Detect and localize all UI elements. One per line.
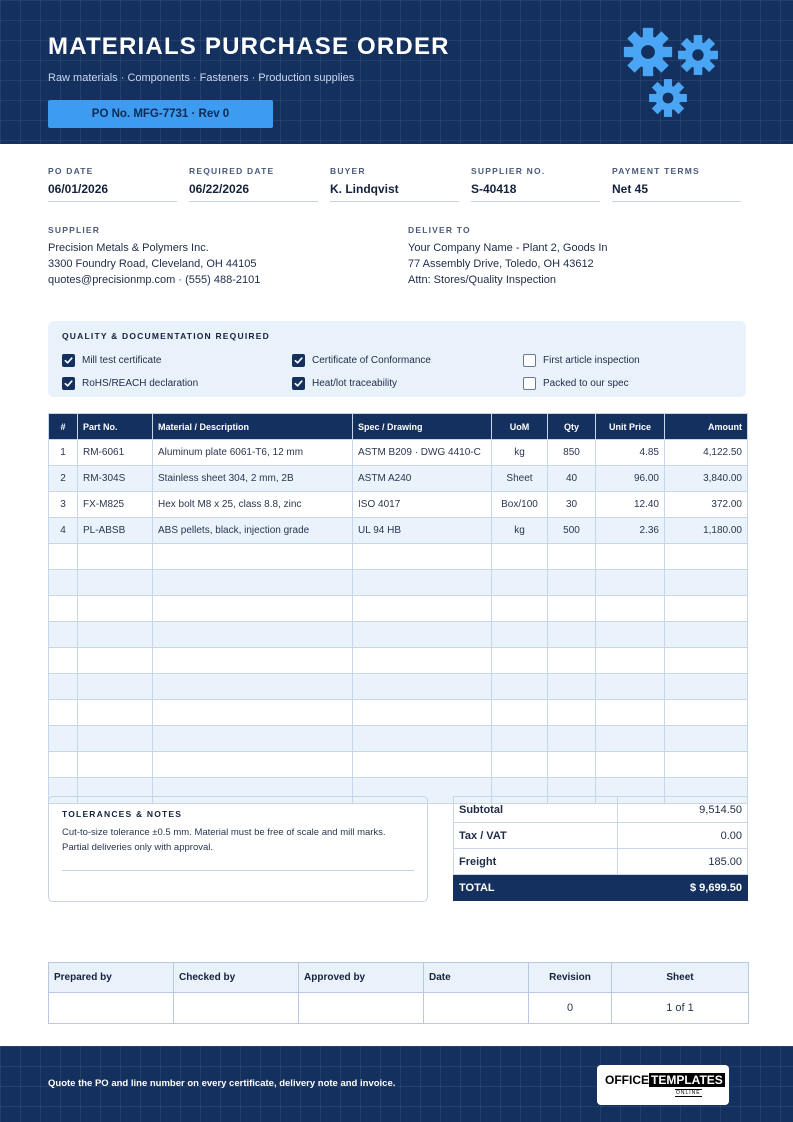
footer-banner: [0, 1046, 793, 1122]
cell-description[interactable]: Aluminum plate 6061-T6, 12 mm: [153, 440, 353, 466]
totals-table: [453, 796, 748, 901]
cell-spec[interactable]: [353, 570, 492, 596]
deliver-to-block: [408, 224, 608, 288]
page-title: MATERIALS PURCHASE ORDER: [48, 33, 450, 60]
cell-amount[interactable]: [665, 648, 748, 674]
cell-spec[interactable]: ISO 4017: [353, 492, 492, 518]
cell-line-number[interactable]: 3: [49, 492, 78, 518]
cell-line-number[interactable]: 1: [49, 440, 78, 466]
table-row: [49, 544, 748, 570]
supplier-name: Precision Metals & Polymers Inc.: [48, 242, 209, 254]
cell-part-no[interactable]: [78, 674, 153, 700]
cell-qty[interactable]: 40: [548, 466, 596, 492]
cell-amount[interactable]: 1,180.00: [665, 518, 748, 544]
page-subtitle: Raw materials · Components · Fasteners · Production supplies: [48, 72, 355, 84]
cell-line-number[interactable]: [49, 700, 78, 726]
buyer-label: BUYER: [330, 166, 366, 176]
total-row: [454, 875, 748, 901]
header-banner: [0, 0, 793, 144]
cell-unit-price[interactable]: [596, 570, 665, 596]
cell-amount[interactable]: [665, 570, 748, 596]
table-row: [49, 726, 748, 752]
cell-unit-price[interactable]: [596, 700, 665, 726]
cell-part-no[interactable]: [78, 544, 153, 570]
cell-spec[interactable]: [353, 648, 492, 674]
col-header-part-no: Part No.: [78, 414, 153, 440]
buyer-field: [330, 166, 459, 202]
cell-description[interactable]: [153, 544, 353, 570]
cell-unit-price[interactable]: 96.00: [596, 466, 665, 492]
cell-part-no[interactable]: [78, 570, 153, 596]
required-date-value[interactable]: 06/22/2026: [189, 182, 318, 202]
cell-spec[interactable]: ASTM A240: [353, 466, 492, 492]
cell-part-no[interactable]: [78, 700, 153, 726]
cell-spec[interactable]: [353, 700, 492, 726]
cell-amount[interactable]: 4,122.50: [665, 440, 748, 466]
date-field[interactable]: [424, 993, 529, 1024]
quality-checkbox-item[interactable]: [523, 377, 629, 390]
cell-description[interactable]: [153, 648, 353, 674]
cell-line-number[interactable]: [49, 596, 78, 622]
logo-word-templates: TEMPLATES: [651, 1073, 723, 1087]
sheet-header: Sheet: [612, 963, 749, 993]
supplier-no-value[interactable]: S-40418: [471, 182, 600, 202]
cell-unit-price[interactable]: [596, 648, 665, 674]
cell-description[interactable]: [153, 570, 353, 596]
col-header-description: Material / Description: [153, 414, 353, 440]
cell-uom[interactable]: [492, 648, 548, 674]
supplier-address: 3300 Foundry Road, Cleveland, OH 44105: [48, 258, 257, 270]
po-date-label: PO DATE: [48, 166, 94, 176]
notes-divider: [62, 870, 414, 871]
tax-value: 0.00: [618, 823, 748, 849]
cell-uom[interactable]: [492, 674, 548, 700]
supplier-contact: quotes@precisionmp.com · (555) 488-2101: [48, 274, 261, 286]
signoff-header-row: [49, 963, 749, 993]
cell-uom[interactable]: Sheet: [492, 466, 548, 492]
cell-part-no[interactable]: [78, 596, 153, 622]
freight-value: 185.00: [618, 849, 748, 875]
quality-checkbox-label: Mill test certificate: [82, 355, 162, 366]
cell-description[interactable]: [153, 726, 353, 752]
logo-word-office: OFFICE: [605, 1073, 649, 1087]
checkbox-checked-icon[interactable]: [62, 377, 75, 390]
cell-line-number[interactable]: [49, 544, 78, 570]
cell-part-no[interactable]: FX-M825: [78, 492, 153, 518]
quality-title: QUALITY & DOCUMENTATION REQUIRED: [62, 331, 270, 341]
subtotal-row: [454, 797, 748, 823]
cell-part-no[interactable]: PL-ABSB: [78, 518, 153, 544]
freight-label: Freight: [454, 849, 618, 875]
cell-uom[interactable]: [492, 726, 548, 752]
line-items-table: [48, 413, 748, 804]
cell-uom[interactable]: kg: [492, 518, 548, 544]
tax-label: Tax / VAT: [454, 823, 618, 849]
cell-description[interactable]: [153, 752, 353, 778]
cell-unit-price[interactable]: 2.36: [596, 518, 665, 544]
cell-unit-price[interactable]: 12.40: [596, 492, 665, 518]
cell-amount[interactable]: [665, 596, 748, 622]
quality-checkbox-label: Certificate of Conformance: [312, 355, 431, 366]
cell-unit-price[interactable]: [596, 596, 665, 622]
cell-uom[interactable]: [492, 544, 548, 570]
cell-line-number[interactable]: [49, 752, 78, 778]
cell-qty[interactable]: [548, 544, 596, 570]
po-number-badge: PO No. MFG-7731 · Rev 0: [48, 100, 273, 128]
prepared-by-header: Prepared by: [49, 963, 174, 993]
cell-line-number[interactable]: [49, 726, 78, 752]
footer-note: Quote the PO and line number on every certificate, delivery note and invoice.: [48, 1078, 396, 1089]
notes-box: [48, 796, 428, 902]
supplier-no-field: [471, 166, 600, 202]
buyer-value[interactable]: K. Lindqvist: [330, 182, 459, 202]
table-row: [49, 596, 748, 622]
supplier-block: [48, 224, 260, 288]
checkbox-checked-icon[interactable]: [62, 354, 75, 367]
cell-line-number[interactable]: [49, 570, 78, 596]
cell-uom[interactable]: kg: [492, 440, 548, 466]
cell-unit-price[interactable]: [596, 622, 665, 648]
cell-spec[interactable]: [353, 544, 492, 570]
cell-unit-price[interactable]: [596, 674, 665, 700]
deliver-to-attn: Attn: Stores/Quality Inspection: [408, 274, 556, 286]
quality-checkbox-item[interactable]: [62, 377, 198, 390]
gears-icon: [618, 22, 728, 122]
total-value: $ 9,699.50: [618, 875, 748, 901]
logo-wordmark: [605, 1073, 725, 1087]
cell-uom[interactable]: Box/100: [492, 492, 548, 518]
cell-qty[interactable]: [548, 648, 596, 674]
cell-line-number[interactable]: [49, 622, 78, 648]
freight-row: [454, 849, 748, 875]
cell-part-no[interactable]: [78, 648, 153, 674]
quality-checkbox-label: RoHS/REACH declaration: [82, 378, 199, 389]
notes-text[interactable]: Cut-to-size tolerance ±0.5 mm. Material must be free of scale and mill marks. Partial deliveries only with approval.: [62, 827, 386, 853]
cell-spec[interactable]: UL 94 HB: [353, 518, 492, 544]
table-row: [49, 466, 748, 492]
cell-uom[interactable]: [492, 570, 548, 596]
quality-checkbox-item[interactable]: [292, 377, 397, 390]
cell-line-number[interactable]: [49, 648, 78, 674]
cell-description[interactable]: ABS pellets, black, injection grade: [153, 518, 353, 544]
table-row: [49, 570, 748, 596]
cell-qty[interactable]: [548, 570, 596, 596]
cell-qty[interactable]: [548, 726, 596, 752]
po-date-value[interactable]: 06/01/2026: [48, 182, 177, 202]
cell-spec[interactable]: ASTM B209 · DWG 4410-C: [353, 440, 492, 466]
date-header: Date: [424, 963, 529, 993]
cell-amount[interactable]: [665, 622, 748, 648]
cell-description[interactable]: [153, 700, 353, 726]
cell-amount[interactable]: [665, 674, 748, 700]
po-date-field: [48, 166, 177, 202]
checkbox-checked-icon[interactable]: [292, 354, 305, 367]
tax-row: [454, 823, 748, 849]
signoff-table: [48, 962, 749, 1024]
cell-unit-price[interactable]: 4.85: [596, 440, 665, 466]
payment-terms-label: PAYMENT TERMS: [612, 166, 700, 176]
quality-checkbox-label: First article inspection: [543, 355, 640, 366]
cell-qty[interactable]: 30: [548, 492, 596, 518]
table-row: [49, 440, 748, 466]
col-header-amount: Amount: [665, 414, 748, 440]
cell-part-no[interactable]: [78, 752, 153, 778]
cell-uom[interactable]: [492, 596, 548, 622]
quality-checkbox-label: Heat/lot traceability: [312, 378, 398, 389]
cell-uom[interactable]: [492, 700, 548, 726]
required-date-label: REQUIRED DATE: [189, 166, 275, 176]
table-row: [49, 700, 748, 726]
cell-line-number[interactable]: 2: [49, 466, 78, 492]
col-header-number: #: [49, 414, 78, 440]
col-header-spec: Spec / Drawing: [353, 414, 492, 440]
cell-qty[interactable]: 850: [548, 440, 596, 466]
cell-amount[interactable]: [665, 752, 748, 778]
table-row: [49, 752, 748, 778]
table-row: [49, 518, 748, 544]
payment-terms-value[interactable]: Net 45: [612, 182, 741, 202]
checkbox-checked-icon[interactable]: [292, 377, 305, 390]
cell-description[interactable]: Hex bolt M8 x 25, class 8.8, zinc: [153, 492, 353, 518]
cell-amount[interactable]: [665, 700, 748, 726]
table-header-row: [49, 414, 748, 440]
signoff-value-row: [49, 993, 749, 1024]
cell-description[interactable]: [153, 622, 353, 648]
deliver-to-name: Your Company Name - Plant 2, Goods In: [408, 242, 608, 254]
cell-amount[interactable]: [665, 726, 748, 752]
cell-uom[interactable]: [492, 622, 548, 648]
cell-description[interactable]: [153, 674, 353, 700]
deliver-to-address: 77 Assembly Drive, Toledo, OH 43612: [408, 258, 594, 270]
cell-description[interactable]: Stainless sheet 304, 2 mm, 2B: [153, 466, 353, 492]
approved-by-header: Approved by: [299, 963, 424, 993]
deliver-to-label: DELIVER TO: [408, 225, 471, 235]
cell-line-number[interactable]: 4: [49, 518, 78, 544]
cell-part-no[interactable]: RM-304S: [78, 466, 153, 492]
col-header-unit-price: Unit Price: [596, 414, 665, 440]
quality-requirements-box: [48, 321, 746, 397]
cell-amount[interactable]: 372.00: [665, 492, 748, 518]
payment-terms-field: [612, 166, 741, 202]
approved-by-field[interactable]: [299, 993, 424, 1024]
cell-qty[interactable]: 500: [548, 518, 596, 544]
revision-field[interactable]: 0: [529, 993, 612, 1024]
cell-qty[interactable]: [548, 752, 596, 778]
required-date-field: [189, 166, 318, 202]
quality-checkbox-item[interactable]: [62, 354, 161, 367]
quality-checkbox-item[interactable]: [523, 354, 640, 367]
cell-part-no[interactable]: RM-6061: [78, 440, 153, 466]
cell-qty[interactable]: [548, 622, 596, 648]
subtotal-label: Subtotal: [454, 797, 618, 823]
supplier-no-label: SUPPLIER NO.: [471, 166, 546, 176]
cell-amount[interactable]: 3,840.00: [665, 466, 748, 492]
cell-part-no[interactable]: [78, 726, 153, 752]
cell-spec[interactable]: [353, 726, 492, 752]
cell-spec[interactable]: [353, 622, 492, 648]
cell-unit-price[interactable]: [596, 544, 665, 570]
cell-qty[interactable]: [548, 596, 596, 622]
quality-checkbox-item[interactable]: [292, 354, 431, 367]
sheet-field[interactable]: 1 of 1: [612, 993, 749, 1024]
col-header-qty: Qty: [548, 414, 596, 440]
logo-word-online: ONLINE: [676, 1090, 701, 1096]
brand-logo: [597, 1065, 729, 1105]
cell-spec[interactable]: [353, 674, 492, 700]
cell-amount[interactable]: [665, 544, 748, 570]
checkbox-unchecked-icon[interactable]: [523, 354, 536, 367]
cell-uom[interactable]: [492, 752, 548, 778]
notes-title: TOLERANCES & NOTES: [62, 809, 183, 819]
checked-by-header: Checked by: [174, 963, 299, 993]
cell-qty[interactable]: [548, 700, 596, 726]
cell-spec[interactable]: [353, 596, 492, 622]
cell-unit-price[interactable]: [596, 726, 665, 752]
supplier-label: SUPPLIER: [48, 225, 101, 235]
cell-qty[interactable]: [548, 674, 596, 700]
cell-line-number[interactable]: [49, 674, 78, 700]
revision-header: Revision: [529, 963, 612, 993]
total-label: TOTAL: [454, 875, 618, 901]
col-header-uom: UoM: [492, 414, 548, 440]
table-row: [49, 648, 748, 674]
checkbox-unchecked-icon[interactable]: [523, 377, 536, 390]
table-row: [49, 492, 748, 518]
checked-by-field[interactable]: [174, 993, 299, 1024]
cell-unit-price[interactable]: [596, 752, 665, 778]
cell-description[interactable]: [153, 596, 353, 622]
table-row: [49, 622, 748, 648]
prepared-by-field[interactable]: [49, 993, 174, 1024]
cell-part-no[interactable]: [78, 622, 153, 648]
table-row: [49, 674, 748, 700]
subtotal-value: 9,514.50: [618, 797, 748, 823]
quality-checkbox-label: Packed to our spec: [543, 378, 629, 389]
cell-spec[interactable]: [353, 752, 492, 778]
